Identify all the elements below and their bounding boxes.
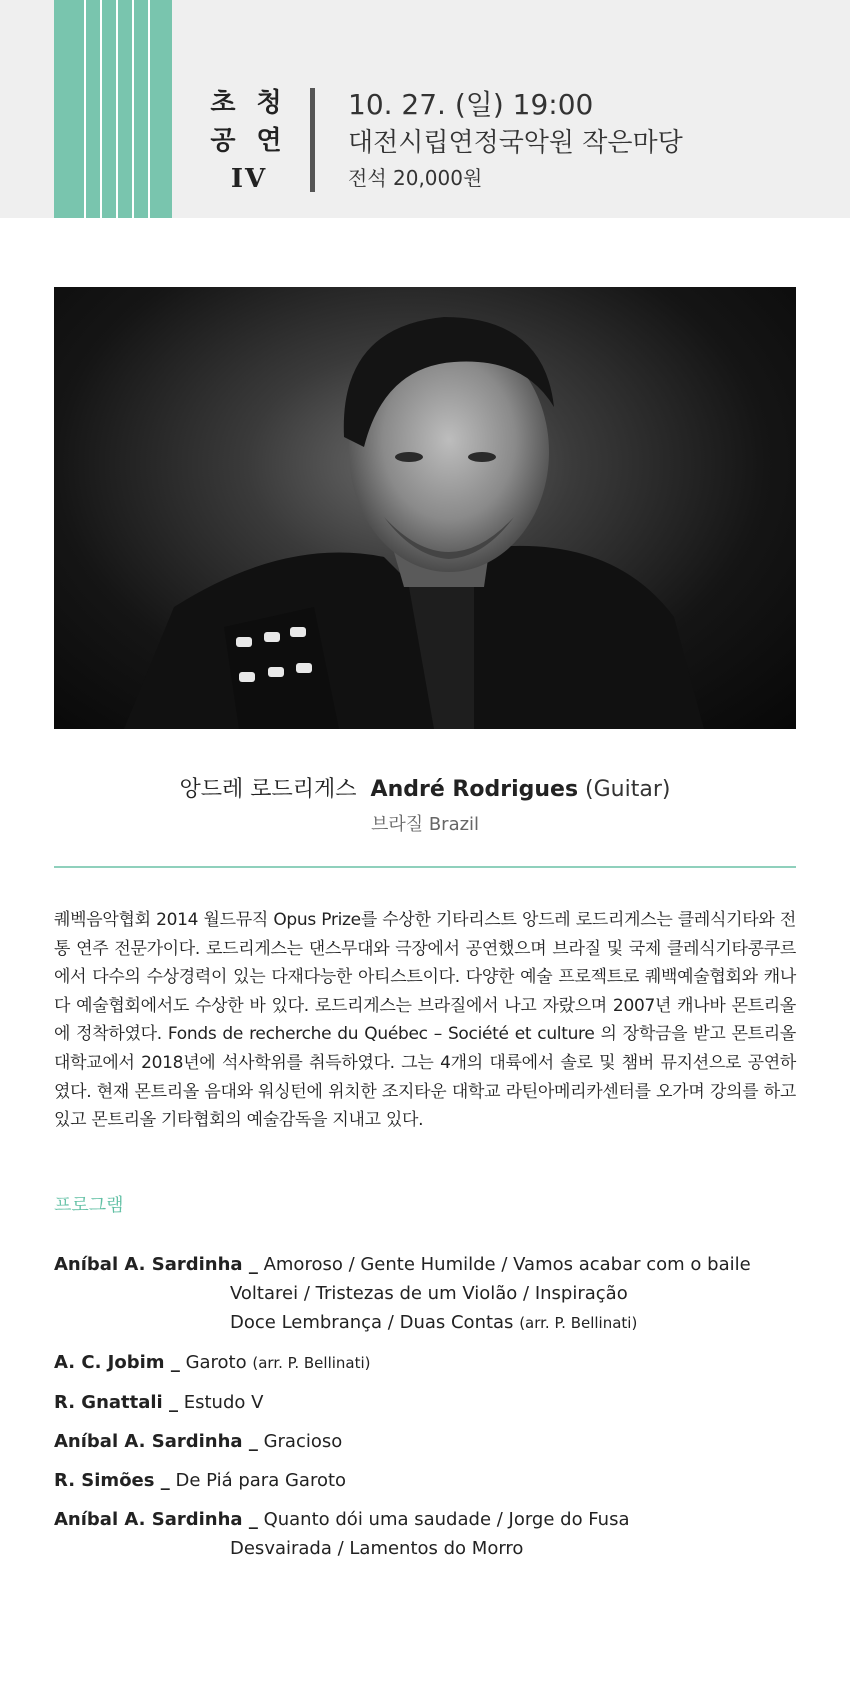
- event-price: 전석 20,000원: [348, 166, 483, 190]
- program-line: [54, 1427, 796, 1456]
- composer-name: R. Simões _: [54, 1470, 170, 1491]
- program-item: [54, 1427, 796, 1456]
- stripe-line: [116, 0, 118, 218]
- composer-name: R. Gnattali _: [54, 1392, 178, 1413]
- work-titles: Voltarei / Tristezas de um Violão / Inspiração: [230, 1283, 628, 1304]
- program-list: [54, 1250, 796, 1573]
- artist-name-english: André Rodrigues: [370, 777, 579, 802]
- work-titles: Quanto dói uma saudade / Jorge do Fusa: [263, 1509, 630, 1530]
- arrangement-note: (arr. P. Bellinati): [252, 1354, 371, 1372]
- work-titles: Gracioso: [263, 1431, 343, 1452]
- program-line: [54, 1279, 796, 1308]
- composer-name: Aníbal A. Sardinha _: [54, 1254, 258, 1275]
- program-line: [54, 1466, 796, 1495]
- section-divider: [54, 866, 796, 868]
- badge-line: 공 연: [210, 126, 288, 156]
- decorative-stripes: [54, 0, 172, 218]
- program-line: [54, 1505, 796, 1534]
- program-item: [54, 1250, 796, 1338]
- program-line: [54, 1348, 796, 1378]
- invitation-badge: [210, 84, 288, 198]
- stripe-line: [148, 0, 150, 218]
- arrangement-note: (arr. P. Bellinati): [519, 1314, 638, 1332]
- event-date: 10. 27. (일) 19:00: [348, 88, 594, 121]
- composer-name: Aníbal A. Sardinha _: [54, 1509, 258, 1530]
- program-item: [54, 1348, 796, 1378]
- badge-line: 초 청: [210, 88, 288, 118]
- artist-country: 브라질 Brazil: [370, 814, 480, 835]
- header-divider: [310, 88, 315, 192]
- artist-photo: [54, 287, 796, 729]
- work-titles: De Piá para Garoto: [175, 1470, 347, 1491]
- composer-name: A. C. Jobim _: [54, 1352, 180, 1373]
- artist-instrument: (Guitar): [585, 777, 671, 802]
- program-line: [54, 1250, 796, 1279]
- event-venue: 대전시립연정국악원 작은마당: [348, 128, 683, 158]
- work-titles: Estudo V: [183, 1392, 264, 1413]
- program-line: [54, 1534, 796, 1563]
- artist-name: [0, 772, 850, 803]
- stripe-line: [100, 0, 102, 218]
- stripe-line: [84, 0, 86, 218]
- artist-name-korean: 앙드레 로드리게스: [179, 777, 357, 802]
- program-title: 프로그램: [54, 1195, 124, 1216]
- work-titles: Garoto: [185, 1352, 247, 1373]
- event-info: [348, 86, 683, 194]
- program-item: [54, 1466, 796, 1495]
- program-line: [54, 1388, 796, 1417]
- work-titles: Amoroso / Gente Humilde / Vamos acabar com o baile: [263, 1254, 751, 1275]
- artist-portrait-illustration: [54, 287, 796, 729]
- program-item: [54, 1505, 796, 1563]
- badge-number: IV: [230, 164, 268, 194]
- composer-name: Aníbal A. Sardinha _: [54, 1431, 258, 1452]
- concert-header: [0, 0, 850, 218]
- program-item: [54, 1388, 796, 1417]
- stripe-line: [132, 0, 134, 218]
- artist-biography: 퀘벡음악협회 2014 월드뮤직 Opus Prize를 수상한 기타리스트 앙드레 로드리게스는 클레식기타와 전통 연주 전문가이다. 로드리게스는 댄스무대와 극장에서 공연했으며 브라질 및 국제 클레식기타콩쿠르에서 다수의 수상경력이 있는 다재다능한 아티스트이다. 다양한 예술 프로젝트로 퀘백예술협회와 캐나다 예술협회에서도 수상한 바 있다. 로드리게스는 브라질에서 나고 자랐으며 2007년 캐나바 몬트리올에 정착하였다. Fonds de recherche du Québec – Société et culture 의 장학금을 받고 몬트리올 대학교에서 2018년에 석사학위를 취득하였다. 그는 4개의 대륙에서 솔로 및 챔버 뮤지션으로 공연하였다. 현재 몬트리올 음대와 워싱턴에 위치한 조지타운 대학교 라틴아메리카센터를 오가며 강의를 하고 있고 몬트리올 기타협회의 예술감독을 지내고 있다.: [54, 910, 796, 1131]
- work-titles: Desvairada / Lamentos do Morro: [230, 1538, 524, 1559]
- work-titles: Doce Lembrança / Duas Contas: [230, 1312, 514, 1333]
- program-line: [54, 1308, 796, 1338]
